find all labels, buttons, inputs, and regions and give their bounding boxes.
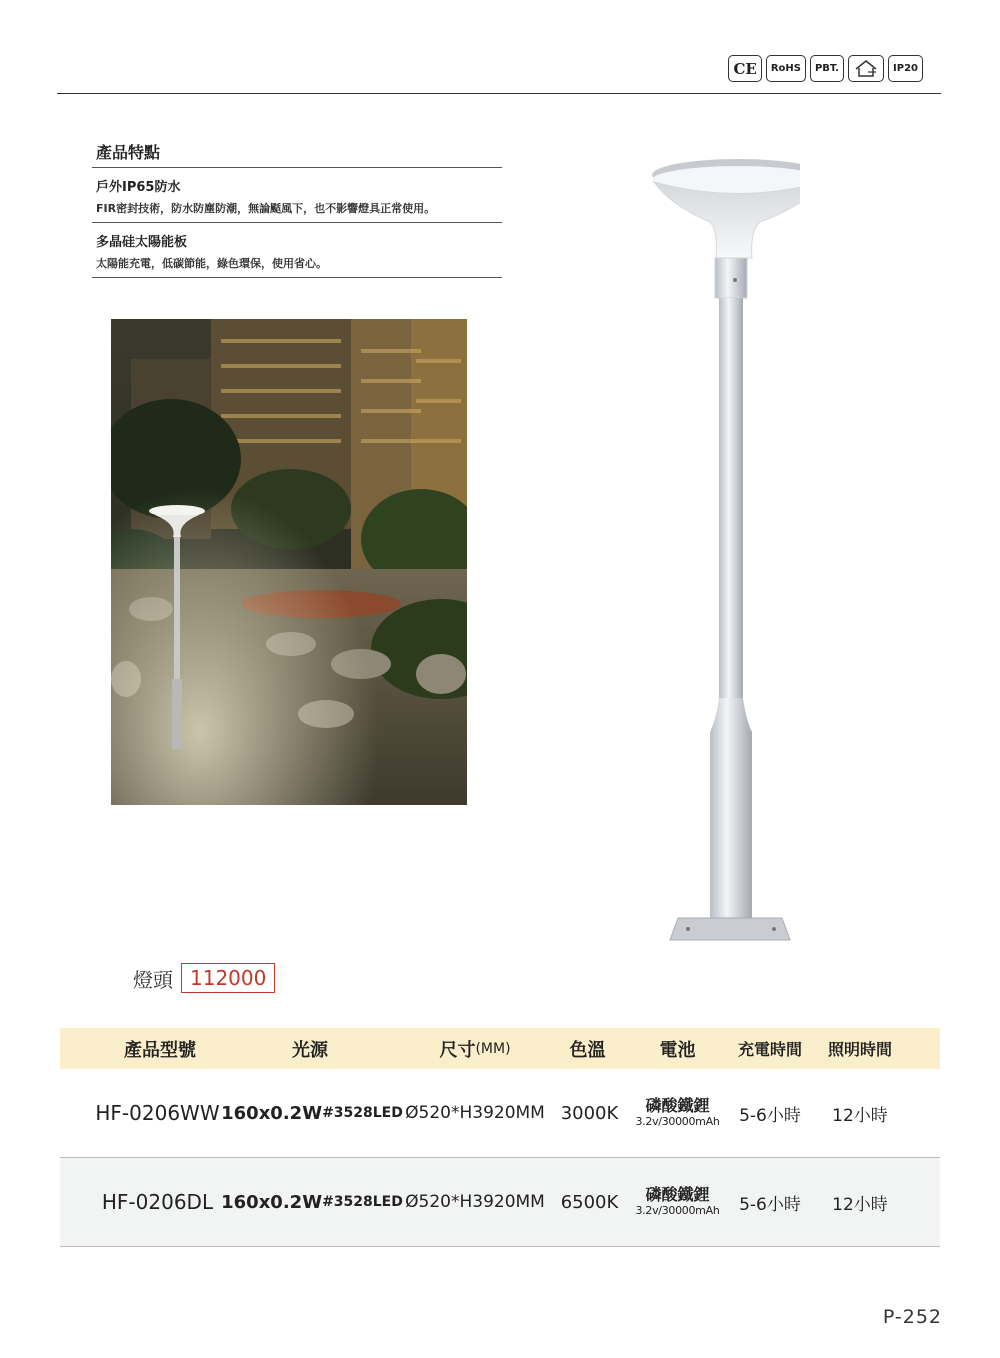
cell-model: HF-0206DL [101,1190,214,1214]
cell-charge-time: 5-6小時 [739,1105,801,1126]
cell-cct: 3000K [560,1102,619,1124]
feature-item [92,223,502,278]
page-number: P-252 [882,1306,942,1328]
header-battery: 電池 [659,1039,696,1061]
ip20-mark-icon: IP20 [888,55,923,82]
cell-source [221,1158,403,1246]
source-sub: #3528LED [322,1194,403,1210]
rohs-mark-icon: RoHS [766,55,806,82]
header-lighting-time: 照明時間 [827,1040,892,1059]
ce-mark-icon: CE [728,55,761,82]
feature-description: FIR密封技術，防水防塵防潮，無論颳風下，也不影響燈具正常使用。 [96,202,436,215]
header-cct: 色溫 [569,1039,606,1061]
battery-type: 磷酸鐵鋰 [645,1185,710,1205]
feature-heading: 戶外IP65防水 [96,180,181,195]
feature-description: 太陽能充電，低碳節能，綠色環保，使用省心。 [96,257,327,270]
outdoor-house-icon [848,55,884,82]
spec-table [60,1028,940,1247]
cell-size: Ø520*H3920MM [405,1192,545,1212]
table-row [60,1157,940,1247]
price-block [133,963,275,993]
price-value: 112000 [181,963,275,993]
battery-type: 磷酸鐵鋰 [645,1096,710,1116]
source-sub: #3528LED [322,1105,403,1121]
pbt-mark-icon: PBT. [810,55,844,82]
cell-lighting-time: 12小時 [832,1105,888,1126]
source-main: 160x0.2W [221,1102,323,1124]
certification-marks [728,55,923,82]
product-features [92,140,502,278]
lamp-product-image [640,150,800,950]
feature-item [92,168,502,223]
cell-battery [630,1069,725,1157]
header-size-label: 尺寸 [439,1039,476,1061]
header-source: 光源 [292,1039,328,1061]
source-main: 160x0.2W [221,1191,323,1213]
cell-battery [630,1158,725,1246]
battery-spec: 3.2v/30000mAh [635,1114,720,1128]
cell-size: Ø520*H3920MM [405,1103,545,1123]
header-model: 產品型號 [124,1039,196,1061]
header-divider [57,93,941,94]
garden-scene-photo [111,319,467,805]
cell-cct: 6500K [560,1191,619,1213]
cell-charge-time: 5-6小時 [739,1194,801,1215]
features-title: 產品特點 [92,140,502,168]
table-row [60,1069,940,1157]
table-header [60,1028,940,1069]
battery-spec: 3.2v/30000mAh [635,1203,720,1217]
price-label: 燈頭 [133,967,173,992]
header-charge-time: 充電時間 [737,1040,802,1059]
cell-lighting-time: 12小時 [832,1194,888,1215]
header-size-unit: (MM) [475,1040,511,1057]
feature-heading: 多晶硅太陽能板 [96,235,188,250]
cell-source [221,1069,403,1157]
header-size [400,1028,550,1069]
cell-model: HF-0206WW [95,1101,220,1125]
